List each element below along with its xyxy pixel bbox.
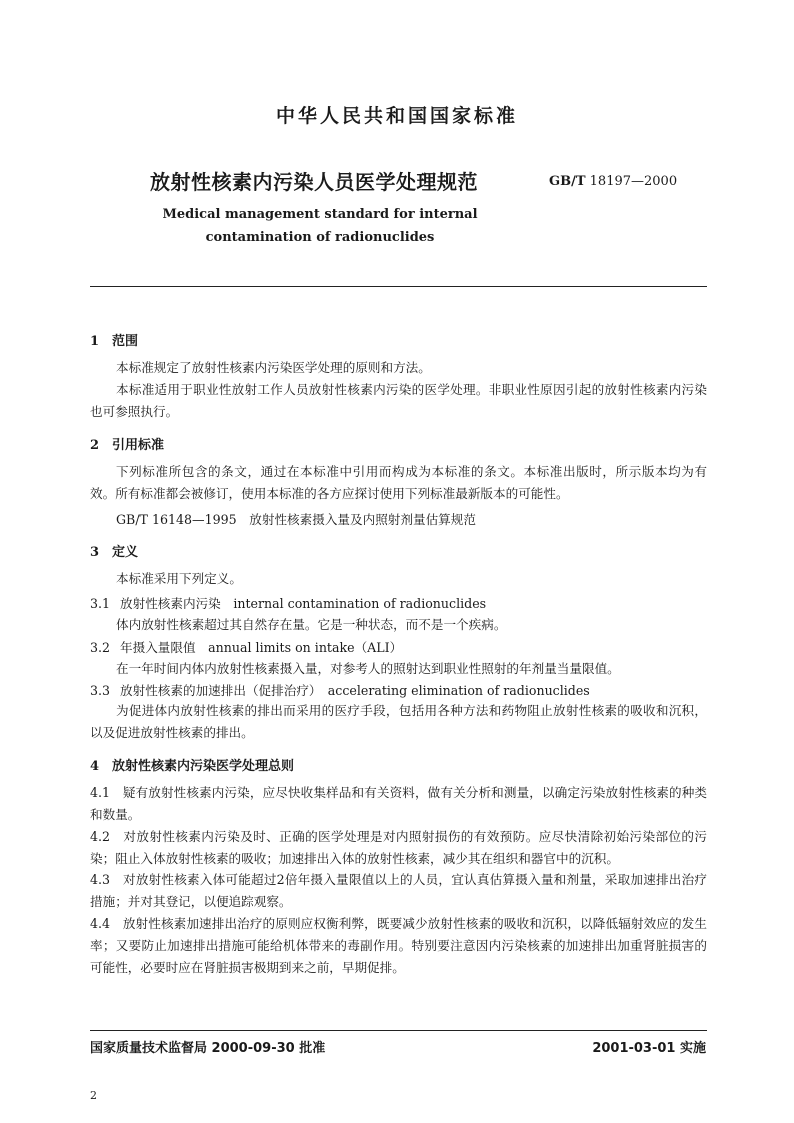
definition-term: 年摄入量限值 annual limits on intake（ALI） — [120, 640, 403, 655]
definition-3-2-text: 在一年时间内体内放射性核素摄入量，对参考人的照射达到职业性照射的年剂量当量限值。 — [116, 661, 620, 676]
section-number: 1 — [90, 334, 100, 349]
definition-term: 放射性核素的加速排出（促排治疗） accelerating elimination of radionuclides — [120, 683, 590, 698]
section-title: 定义 — [112, 545, 139, 560]
definition-3-1-text: 体内放射性核素超过其自然存在量。它是一种状态，而不是一个疾病。 — [116, 617, 507, 632]
section-title: 范围 — [112, 334, 139, 349]
definition-number: 3.1 — [90, 596, 111, 611]
section-4-heading — [90, 755, 294, 774]
section-number: 4 — [90, 759, 100, 774]
section-2-reference: GB/T 16148—1995 放射性核素摄入量及内照射剂量估算规范 — [116, 512, 476, 527]
clause-4-1: 4.1 疑有放射性核素内污染，应尽快收集样品和有关资料，做有关分析和测量，以确定污染放射性核素的种类和数量。 — [90, 785, 707, 822]
section-title: 放射性核素内污染医学处理总则 — [112, 759, 295, 774]
definition-number: 3.3 — [90, 683, 111, 698]
section-3-paragraph-1: 本标准采用下列定义。 — [116, 571, 242, 586]
section-title: 引用标准 — [112, 438, 165, 453]
definition-term: 放射性核素内污染 internal contamination of radionuclides — [120, 596, 487, 611]
document-title-en-line1: Medical management standard for internal — [162, 207, 478, 222]
page-number: 2 — [90, 1089, 97, 1102]
standard-number-value: 18197—2000 — [589, 174, 678, 189]
section-1-paragraph-1: 本标准规定了放射性核素内污染医学处理的原则和方法。 — [116, 360, 431, 375]
clause-4-2: 4.2 对放射性核素内污染及时、正确的医学处理是对内照射损伤的有效预防。应尽快清除初始污染部位的污染；阻止入体放射性核素的吸收；加速排出入体的放射性核素，减少其在组织和器官中的沉积。 — [90, 829, 707, 866]
footer-divider — [90, 1030, 707, 1031]
header-divider — [90, 286, 707, 287]
standard-number — [549, 174, 677, 189]
approval-statement: 国家质量技术监督局 2000-09-30 批准 — [90, 1041, 326, 1056]
standard-code: GB/T — [549, 174, 586, 189]
implementation-date: 2001-03-01 实施 — [592, 1041, 706, 1056]
clause-4-4: 4.4 放射性核素加速排出治疗的原则应权衡利弊，既要减少放射性核素的吸收和沉积，以降低辐射效应的发生率；又要防止加速排出措施可能给机体带来的毒副作用。特别要注意因内污染核素的加速排出加重肾脏损害的可能性，必要时应在肾脏损害极期到来之前，早期促排。 — [90, 916, 707, 975]
document-title-zh: 放射性核素内污染人员医学处理规范 — [150, 170, 478, 194]
section-2-paragraph-1: 下列标准所包含的条文，通过在本标准中引用而构成为本标准的条文。本标准出版时，所示版本均为有效。所有标准都会被修订，使用本标准的各方应探讨使用下列标准最新版本的可能性。 — [90, 464, 707, 501]
section-number: 3 — [90, 545, 100, 560]
definition-3-2 — [90, 637, 402, 656]
clause-4-3: 4.3 对放射性核素入体可能超过2倍年摄入量限值以上的人员，宜认真估算摄入量和剂量，采取加速排出治疗措施；并对其登记，以便追踪观察。 — [90, 872, 707, 909]
section-1-paragraph-2: 本标准适用于职业性放射工作人员放射性核素内污染的医学处理。非职业性原因引起的放射性核素内污染也可参照执行。 — [90, 382, 707, 419]
section-2-heading — [90, 434, 164, 453]
definition-3-3-text: 为促进体内放射性核素的排出而采用的医疗手段，包括用各种方法和药物阻止放射性核素的吸收和沉积，以及促进放射性核素的排出。 — [90, 703, 707, 740]
definition-3-1 — [90, 593, 486, 612]
definition-number: 3.2 — [90, 640, 111, 655]
section-1-heading — [90, 330, 138, 349]
section-number: 2 — [90, 438, 100, 453]
national-standard-heading: 中华人民共和国国家标准 — [275, 105, 518, 127]
definition-3-3 — [90, 680, 590, 699]
document-title-en-line2: contamination of radionuclides — [205, 230, 435, 245]
section-3-heading — [90, 541, 138, 560]
